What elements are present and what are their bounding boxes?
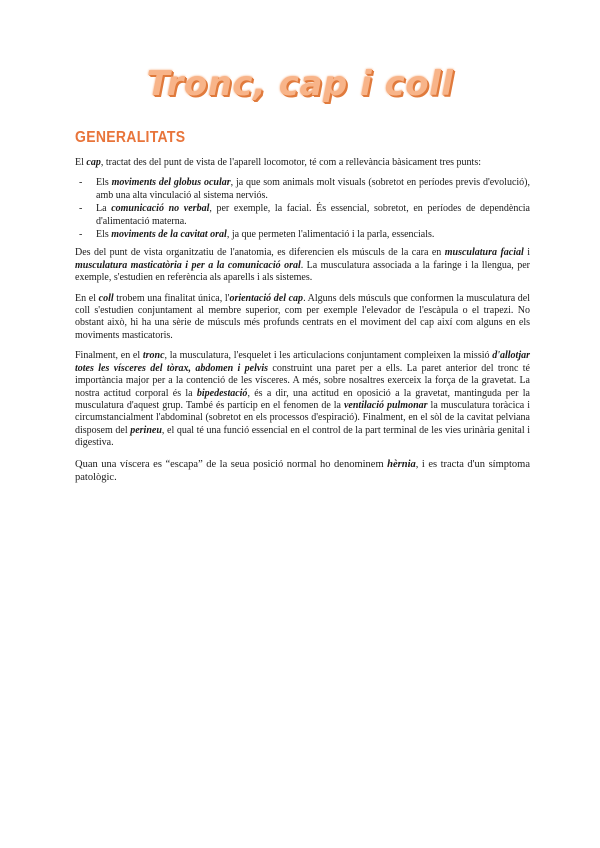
text-run: La [96, 203, 112, 215]
anatomy-paragraph [75, 247, 530, 284]
text-run: El [75, 157, 87, 168]
text-run: la musculatura toràcica i circumstancialment l'abdominal (sobretot en els processos d'espiració). Finalment, en el sòl de la cavitat pelviana disposem del [75, 399, 531, 436]
text-run: Finalment, en el [75, 350, 143, 362]
text-run: En el [75, 292, 99, 304]
emphasis-term: coll [98, 292, 114, 304]
emphasis-term: bipedestació [196, 387, 248, 399]
text-run: . La musculatura associada a la faringe i la llengua, per exemple, s'estudien en referència als aparells i als sistemes. [75, 259, 530, 284]
emphasis-term: comunicació no verbal [111, 203, 210, 215]
text-run: Els [96, 229, 112, 241]
text-run: , i es tracta d'un símptoma patològic. [75, 458, 530, 483]
bullet-list [75, 177, 530, 241]
text-run: , és a dir, una actitud en oposició a la gravetat, mantinguda per la musculatura d'aquest grup. També és partícip en el fenomen de la [75, 387, 530, 411]
emphasis-term: ventilació pulmonar [343, 399, 428, 411]
text-run: Des del punt de vista organitzatiu de l'anatomia, es diferencien els músculs de la cara en [75, 247, 445, 259]
emphasis-term: musculatura masticatòria i per a la comunicació oral [75, 259, 301, 271]
emphasis-term: musculatura facial [444, 247, 524, 259]
emphasis-term: tronc [142, 350, 165, 362]
list-item [75, 203, 530, 228]
text-run: i [523, 247, 531, 259]
intro-paragraph [75, 157, 530, 169]
page-title: Tronc, cap i coll [146, 64, 454, 104]
text-run: construint una paret per a ells. La paret anterior del tronc té importància major per a la contenció de les vísceres. A més, sobre nosaltres exerceix la força de la gravetat. La nostra actitud corporal és la [75, 362, 530, 399]
tronc-paragraph [75, 350, 530, 449]
coll-paragraph [75, 293, 530, 343]
emphasis-term: d'allotjar totes les vísceres del tòrax, abdomen i pelvis [75, 350, 530, 374]
emphasis-term: moviments de la cavitat oral [111, 229, 227, 241]
hernia-paragraph [75, 458, 530, 484]
text-run: , tractat des del punt de vista de l'aparell locomotor, té com a rellevància bàsicament tres punts: [100, 157, 481, 168]
text-run: Els [96, 177, 112, 189]
text-run: , el qual té una funció essencial en el control de la part terminal de les vies urinària genital i digestiva. [75, 424, 530, 449]
document-body [75, 157, 530, 492]
section-heading: GENERALITATS [75, 127, 186, 146]
text-run: , per exemple, la facial. És essencial, sobretot, en períodes de dependència d'alimentació materna. [96, 203, 530, 227]
emphasis-term: cap [86, 157, 101, 168]
text-run: , ja que som animals molt visuals (sobretot en períodes previs d'evolució), amb una alta vinculació al sistema nerviós. [96, 177, 531, 201]
text-run: . Alguns dels músculs que conformen la musculatura del coll s'estudien conjuntament al membre superior, com per exemple l'elevador de l'escàpula o el trapezi. No obstant això, hi ha una sèrie de músculs més profunds centrats en el moviment del cap així com alguns en els moviments masticatoris. [75, 292, 530, 341]
emphasis-term: hèrnia [387, 458, 416, 470]
emphasis-term: moviments del globus ocular [111, 177, 231, 189]
text-run: Quan una víscera es “escapa” de la seua posició normal ho denominem [75, 458, 388, 470]
emphasis-term: perineu [130, 424, 162, 436]
emphasis-term: orientació del cap [229, 292, 304, 304]
text-run: , la musculatura, l'esquelet i les articulacions conjuntament compleixen la missió [164, 350, 493, 362]
text-run: , ja que permeten l'alimentació i la parla, essencials. [226, 229, 435, 241]
list-item [75, 177, 530, 202]
list-item [75, 229, 530, 241]
text-run: trobem una finalitat única, l' [113, 292, 230, 304]
